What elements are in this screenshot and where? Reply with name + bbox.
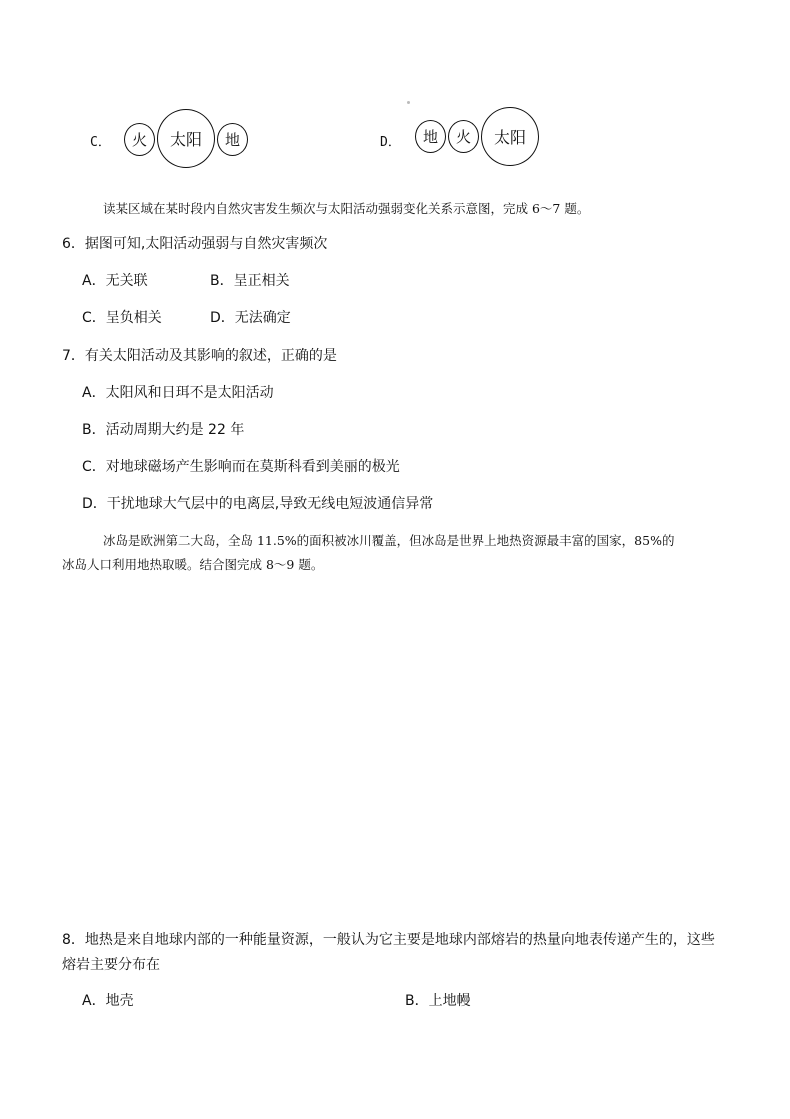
option-c-circle-1-text: 火 xyxy=(131,131,147,149)
option-d-circle-1-text: 地 xyxy=(422,128,438,146)
option-d-earth-circle xyxy=(415,120,446,153)
option-c-circle-3-text: 地 xyxy=(224,131,240,149)
option-d-sun-circle xyxy=(481,107,539,166)
q8-stem-line1: 8．地热是来自地球内部的一种能量资源，一般认为它主要是地球内部熔岩的热量向地表传递产生的，这些 xyxy=(62,932,715,948)
q8-option-a[interactable]: A．地壳 xyxy=(82,993,134,1009)
q6-option-a[interactable]: A．无关联 xyxy=(82,273,148,289)
option-c-mars-circle xyxy=(124,123,155,156)
option-c-sun-circle xyxy=(157,109,215,168)
scan-speck xyxy=(407,101,410,104)
option-d-label: D． xyxy=(380,135,401,150)
intro-q6-7: 读某区域在某时段内自然灾害发生频次与太阳活动强弱变化关系示意图，完成 6～7 题。 xyxy=(103,201,590,216)
intro-q8-9-line1: 冰岛是欧洲第二大岛，全岛 11.5%的面积被冰川覆盖，但冰岛是世界上地热资源最丰富的国家，85%的 xyxy=(103,533,675,548)
option-d-circle-3-text: 太阳 xyxy=(493,128,526,147)
q7-option-a[interactable]: A．太阳风和日珥不是太阳活动 xyxy=(82,385,274,401)
option-d-circle-2-text: 火 xyxy=(455,128,471,146)
option-c-circle-2-text: 太阳 xyxy=(169,130,202,149)
option-c-label: C． xyxy=(90,135,111,150)
q8-option-b[interactable]: B．上地幔 xyxy=(405,993,471,1009)
q8-stem-line2: 熔岩主要分布在 xyxy=(62,957,160,973)
intro-q8-9-line2: 冰岛人口利用地热取暖。结合图完成 8～9 题。 xyxy=(62,557,324,572)
q6-option-b[interactable]: B．呈正相关 xyxy=(210,273,290,289)
q6-stem: 6．据图可知,太阳活动强弱与自然灾害频次 xyxy=(62,236,328,252)
q7-stem: 7．有关太阳活动及其影响的叙述，正确的是 xyxy=(62,348,337,364)
q7-option-b[interactable]: B．活动周期大约是 22 年 xyxy=(82,422,245,438)
option-c-earth-circle xyxy=(217,123,248,156)
q7-option-d[interactable]: D．干扰地球大气层中的电离层,导致无线电短波通信异常 xyxy=(82,496,434,512)
q7-option-c[interactable]: C．对地球磁场产生影响而在莫斯科看到美丽的极光 xyxy=(82,459,400,475)
option-d-mars-circle xyxy=(448,120,479,153)
q6-option-c[interactable]: C．呈负相关 xyxy=(82,310,162,326)
q6-option-d[interactable]: D．无法确定 xyxy=(210,310,291,326)
